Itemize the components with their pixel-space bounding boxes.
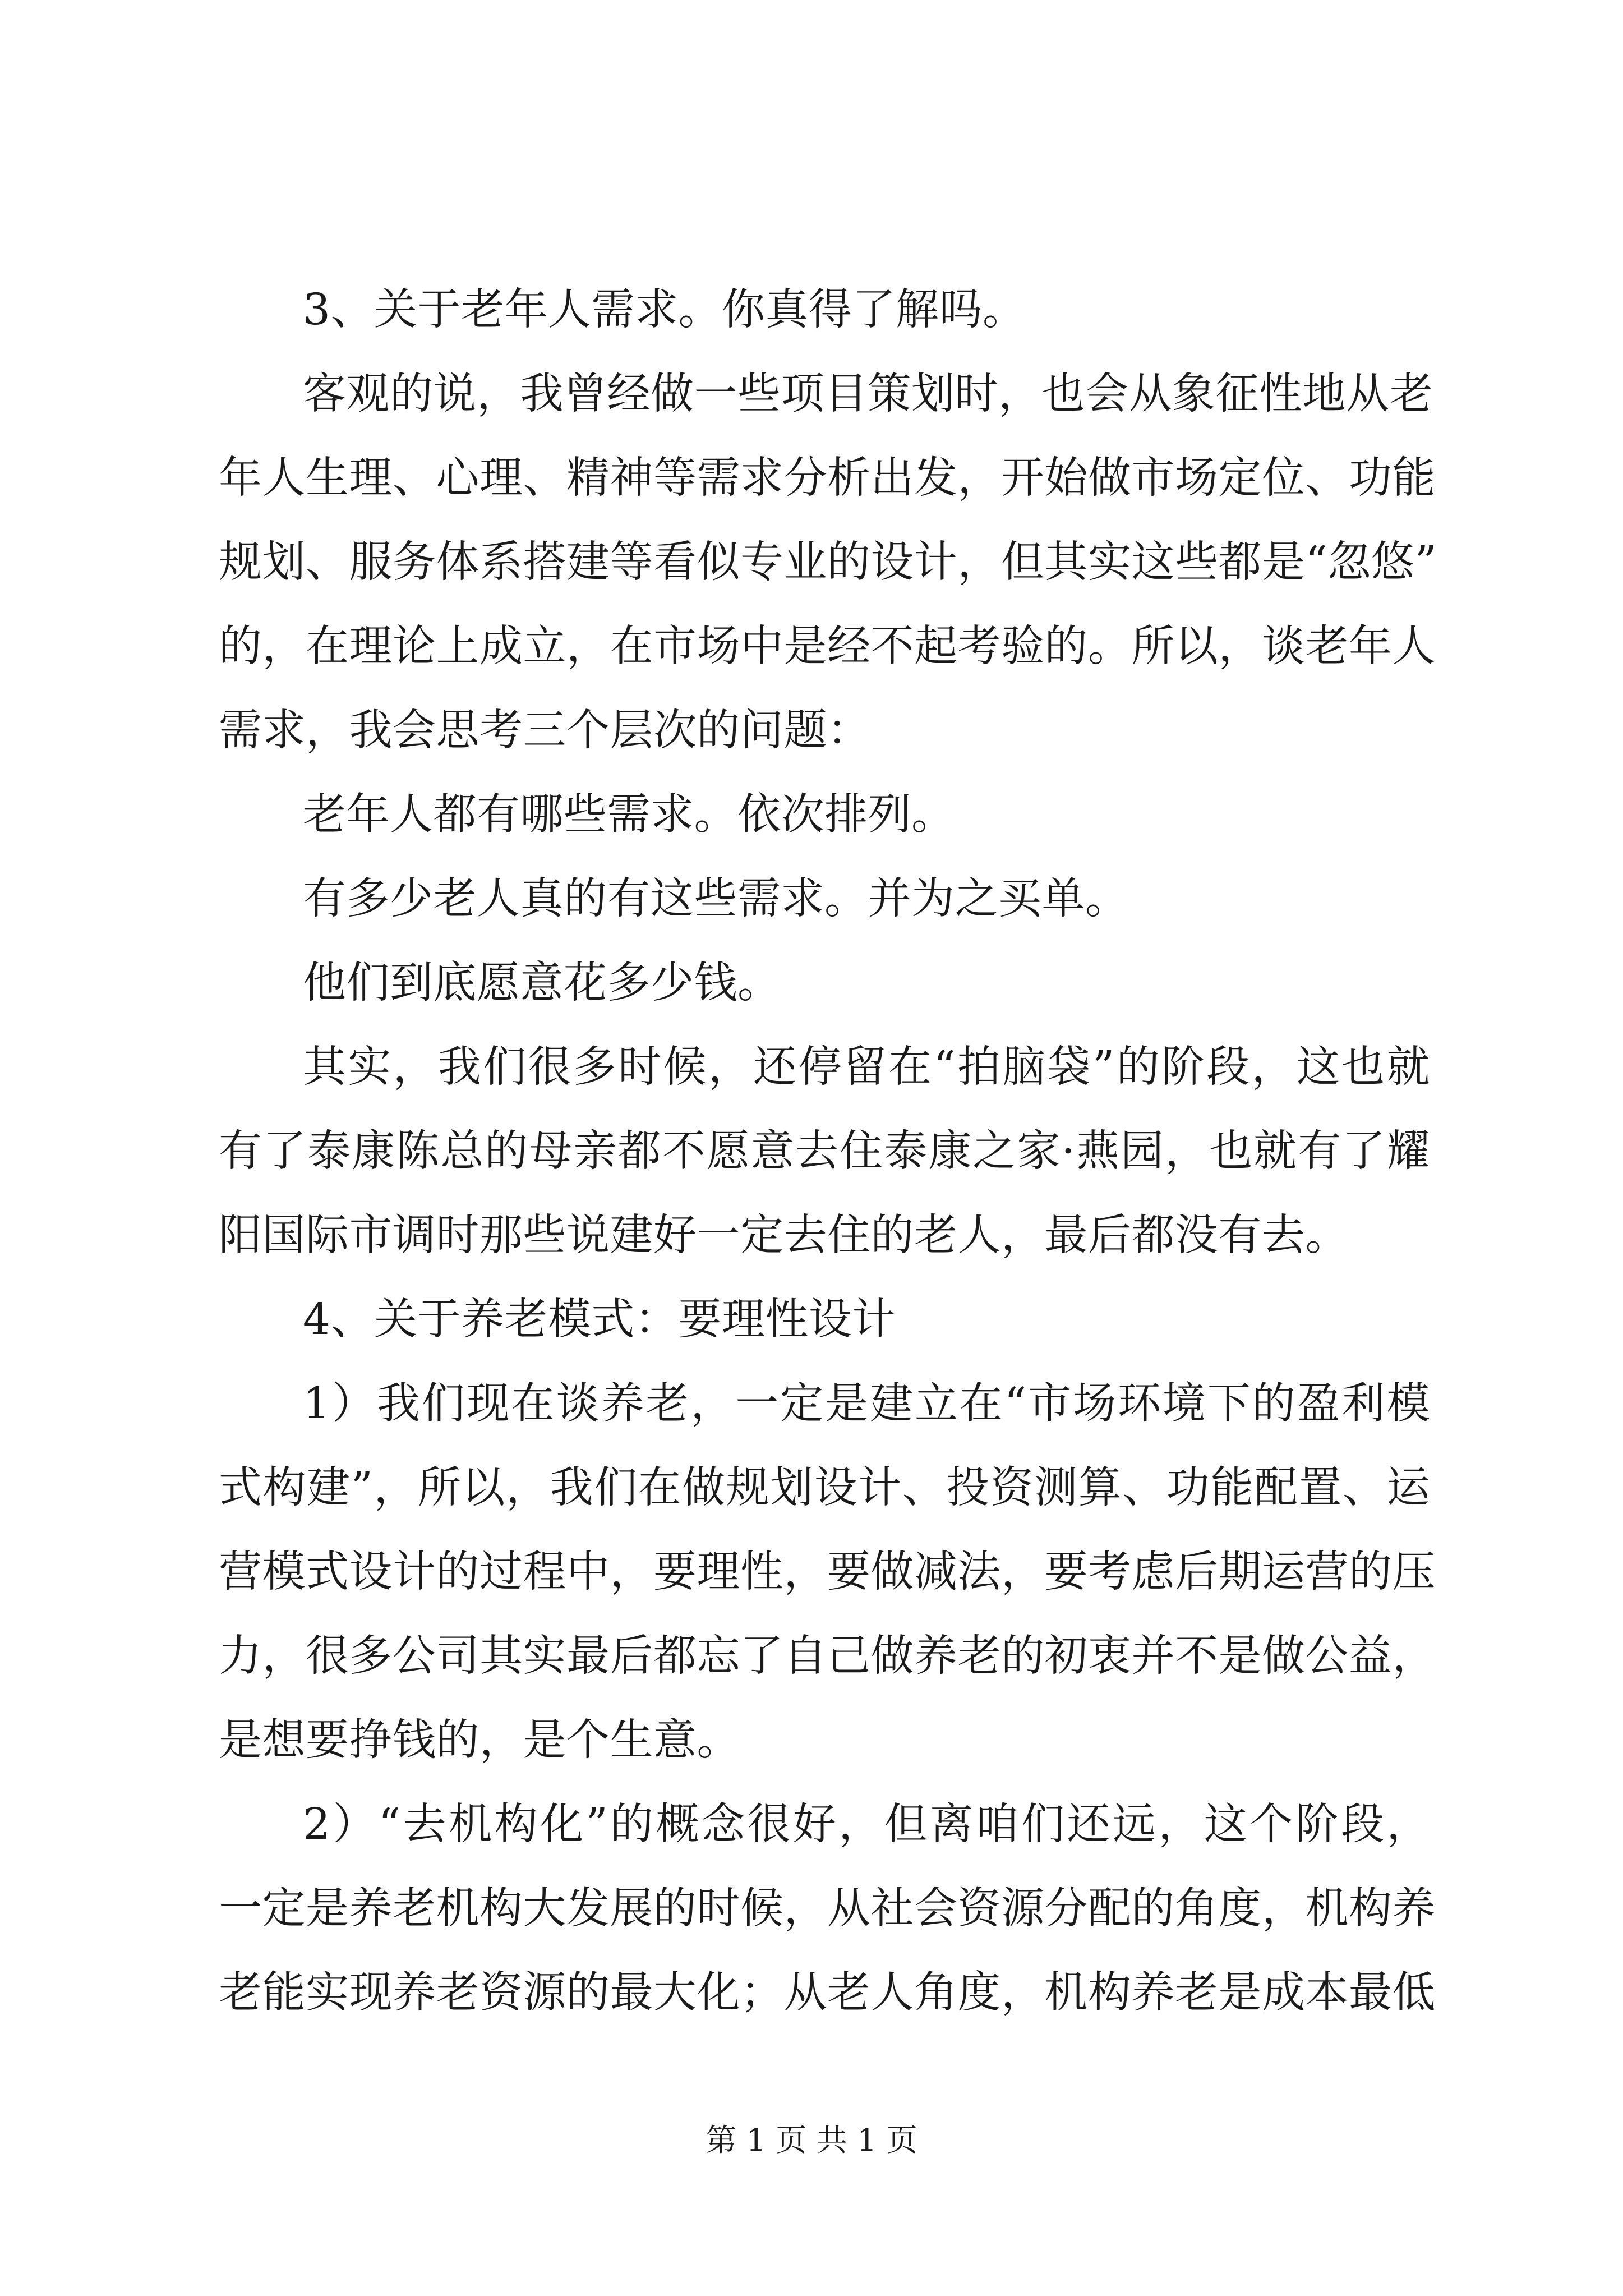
text-line: 式构建”，所以，我们在做规划设计、投资测算、功能配置、运 <box>219 1463 1430 1513</box>
text-line: 阳国际市调时那些说建好一定去住的老人，最后都没有去。 <box>219 1211 1349 1260</box>
page-footer: 第 1 页 共 1 页 <box>706 2122 917 2158</box>
text-line: 的，在理论上成立，在市场中是经不起考验的。所以，谈老年人 <box>219 622 1436 671</box>
text-line: 力，很多公司其实最后都忘了自己做养老的初衷并不是做公益， <box>219 1631 1436 1681</box>
text-line: 规划、服务体系搭建等看似专业的设计，但其实这些都是“忽悠” <box>219 537 1437 587</box>
text-line: 有了泰康陈总的母亲都不愿意去住泰康之家·燕园，也就有了耀 <box>219 1126 1430 1176</box>
text-line: 老年人都有哪些需求。依次排列。 <box>303 790 955 840</box>
text-line: 需求，我会思考三个层次的问题： <box>219 706 871 756</box>
text-line: 是想要挣钱的，是个生意。 <box>219 1715 740 1765</box>
text-line: 营模式设计的过程中，要理性，要做减法，要考虑后期运营的压 <box>219 1547 1436 1597</box>
text-line: 年人生理、心理、精神等需求分析出发，开始做市场定位、功能 <box>219 453 1436 503</box>
text-line: 4、关于养老模式：要理性设计 <box>303 1295 896 1345</box>
text-line: 1）我们现在谈养老，一定是建立在“市场环境下的盈利模 <box>303 1379 1430 1429</box>
document-body <box>219 268 1437 2035</box>
text-line: 老能实现养老资源的最大化；从老人角度，机构养老是成本最低 <box>219 1968 1436 2018</box>
text-line: 有多少老人真的有这些需求。并为之买单。 <box>303 874 1129 924</box>
text-line: 客观的说，我曾经做一些项目策划时，也会从象征性地从老 <box>303 369 1433 419</box>
text-line: 一定是养老机构大发展的时候，从社会资源分配的角度，机构养 <box>219 1884 1436 1934</box>
text-line: 他们到底愿意花多少钱。 <box>303 958 781 1008</box>
text-line: 其实，我们很多时候，还停留在“拍脑袋”的阶段，这也就 <box>303 1042 1430 1092</box>
text-line: 3、关于老年人需求。你真得了解吗。 <box>303 285 1026 335</box>
text-line: 2）“去机构化”的概念很好，但离咱们还远，这个阶段， <box>303 1800 1430 1849</box>
